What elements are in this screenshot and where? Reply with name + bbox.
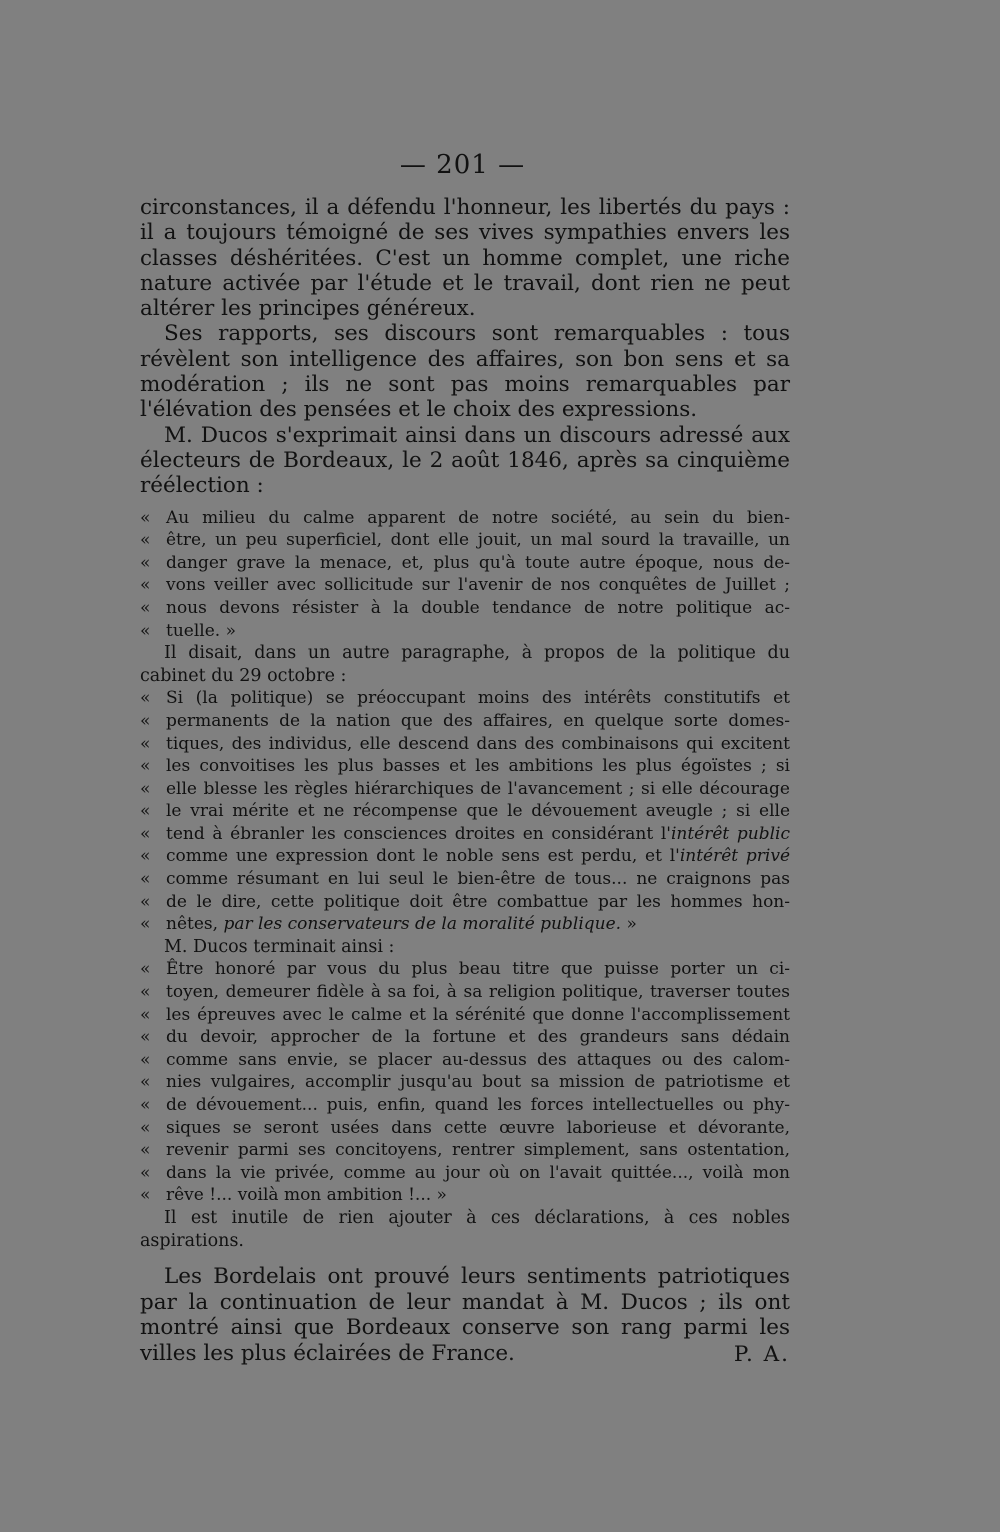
- page-body: [140, 195, 790, 1367]
- guillemet-mark: «: [140, 1095, 151, 1115]
- quote-line: [140, 733, 790, 756]
- quote-text: nous devons résister à la double tendance de notre politique ac-: [166, 597, 790, 618]
- quote-line: [140, 1139, 790, 1162]
- paragraph-1: circonstances, il a défendu l'honneur, les libertés du pays : il a toujours témoigné de ses vives sympathies envers les classes déshéritées. C'est un homme complet, une riche nature activée par l'étude et le travail, dont rien ne peut altérer les principes généreux.: [140, 195, 790, 322]
- quote-text: nêtes,: [166, 914, 224, 935]
- quote-text: comme sans envie, se placer au-dessus des attaques ou des calom-: [166, 1049, 790, 1070]
- guillemet-mark: «: [140, 1072, 151, 1093]
- quote-text: nies vulgaires, accomplir jusqu'au bout sa mission de patriotisme et: [166, 1072, 790, 1093]
- quote-text: rêve !... voilà mon ambition !... »: [166, 1185, 447, 1206]
- guillemet-mark: «: [140, 823, 151, 844]
- quote-text: Au milieu du calme apparent de notre société, au sein du bien-: [166, 507, 790, 528]
- quote-italic-text: intérêt privé: [679, 846, 791, 867]
- paragraph-2: Ses rapports, ses discours sont remarquables : tous révèlent son intelligence des affaires, son bon sens et sa modération ; ils ne sont pas moins remarquables par l'élévation des pensées et le choix des expressions.: [140, 321, 790, 423]
- guillemet-mark: «: [140, 1049, 151, 1070]
- quote-line: [140, 891, 790, 914]
- closing-section: [140, 1264, 790, 1366]
- quote-italic-text: intérêt public: [670, 823, 790, 844]
- quote-line: [140, 552, 790, 575]
- quote-line: [140, 574, 790, 597]
- quote-text: tiques, des individus, elle descend dans des combinaisons qui excitent: [166, 733, 790, 754]
- signature: P. A.: [733, 1341, 790, 1367]
- guillemet-mark: «: [140, 778, 151, 799]
- guillemet-mark: «: [140, 846, 151, 867]
- guillemet-mark: «: [140, 733, 151, 754]
- quote-text: siques se seront usées dans cette œuvre laborieuse et dévorante,: [166, 1117, 790, 1138]
- quote-text: dans la vie privée, comme au jour où on l'avait quittée..., voilà mon: [166, 1162, 790, 1183]
- quote-line: [140, 687, 790, 710]
- paragraph-4: Il disait, dans un autre paragraphe, à propos de la politique du cabinet du 29 octobre :: [140, 643, 790, 686]
- guillemet-mark: «: [140, 869, 151, 890]
- quote-text: Être honoré par vous du plus beau titre que puisse porter un ci-: [166, 959, 790, 980]
- paragraph-7: Les Bordelais ont prouvé leurs sentiments patriotiques par la continuation de leur mandat à M. Ducos ; ils ont montré ainsi que Bordeaux conserve son rang parmi les villes les plus éclairées de France.: [140, 1264, 790, 1366]
- guillemet-mark: «: [140, 959, 151, 980]
- quote-line: [140, 1117, 790, 1140]
- page-number: — 201 —: [399, 150, 526, 180]
- quote-line: [140, 958, 790, 981]
- quote-tail-text: »: [621, 914, 637, 935]
- quote-line: [140, 823, 790, 846]
- quote-block-3: [140, 958, 790, 1207]
- paragraph-5: M. Ducos terminait ainsi :: [164, 936, 395, 957]
- quote-text: comme une expression dont le noble sens est perdu, et l': [166, 846, 680, 867]
- quote-line: [140, 913, 790, 936]
- quote-line: [140, 507, 790, 530]
- quote-line: [140, 1184, 790, 1207]
- guillemet-mark: «: [140, 688, 151, 709]
- quote-text: être, un peu superficiel, dont elle jouit, un mal sourd la travaille, un: [166, 530, 790, 551]
- quote-text: le vrai mérite et ne récompense que le dévouement aveugle ; si elle: [166, 801, 790, 822]
- quote-line: [140, 620, 790, 643]
- quote-line: [140, 1004, 790, 1027]
- quote-text: de dévouement... puis, enfin, quand les forces intellectuelles ou phy-: [166, 1095, 790, 1115]
- guillemet-mark: «: [140, 1027, 151, 1048]
- guillemet-mark: «: [140, 801, 151, 822]
- quote-line: [140, 981, 790, 1004]
- quote-text: du devoir, approcher de la fortune et des grandeurs sans dédain: [166, 1027, 790, 1048]
- guillemet-mark: «: [140, 1117, 151, 1138]
- quote-text: revenir parmi ses concitoyens, rentrer simplement, sans ostentation,: [166, 1140, 790, 1161]
- quote-line: [140, 1162, 790, 1185]
- quote-text: les épreuves avec le calme et la sérénité que donne l'accomplissement: [166, 1004, 790, 1025]
- paragraph-6: Il est inutile de rien ajouter à ces déclarations, à ces nobles aspirations.: [140, 1207, 790, 1251]
- quote-text: comme résumant en lui seul le bien-être de tous... ne craignons pas: [166, 869, 790, 890]
- guillemet-mark: «: [140, 891, 151, 912]
- quote-text: elle blesse les règles hiérarchiques de l'avancement ; si elle décourage: [166, 778, 790, 799]
- quote-text: vons veiller avec sollicitude sur l'avenir de nos conquêtes de Juillet ;: [166, 575, 790, 596]
- quote-text: toyen, demeurer fidèle à sa foi, à sa religion politique, traverser toutes: [166, 982, 790, 1003]
- guillemet-mark: «: [140, 914, 151, 935]
- quote-block-2: [140, 687, 790, 936]
- guillemet-mark: «: [140, 982, 151, 1003]
- guillemet-mark: «: [140, 552, 151, 573]
- quote-text: tuelle. »: [166, 620, 236, 641]
- guillemet-mark: «: [140, 1185, 151, 1206]
- quote-block-1: [140, 507, 790, 643]
- quote-line: [140, 845, 790, 868]
- quote-text: danger grave la menace, et, plus qu'à toute autre époque, nous de-: [166, 552, 790, 573]
- guillemet-mark: «: [140, 1004, 151, 1025]
- quote-text: tend à ébranler les consciences droites en considérant l': [166, 823, 671, 844]
- paragraph-3: M. Ducos s'exprimait ainsi dans un discours adressé aux électeurs de Bordeaux, le 2 août 1846, après sa cinquième réélection :: [140, 422, 790, 499]
- quote-text: permanents de la nation que des affaires, en quelque sorte domes-: [166, 710, 790, 731]
- quote-line: [140, 1049, 790, 1072]
- quote-line: [140, 800, 790, 823]
- quote-line: [140, 1071, 790, 1094]
- guillemet-mark: «: [140, 575, 151, 596]
- guillemet-mark: «: [140, 620, 151, 641]
- quote-line: [140, 529, 790, 552]
- guillemet-mark: «: [140, 1162, 151, 1183]
- quote-line: [140, 755, 790, 778]
- guillemet-mark: «: [140, 507, 151, 528]
- quote-line: [140, 778, 790, 801]
- quote-line: [140, 1094, 790, 1117]
- guillemet-mark: «: [140, 530, 151, 551]
- quote-text: les convoitises les plus basses et les ambitions les plus égoïstes ; si: [166, 756, 790, 777]
- quote-text: de le dire, cette politique doit être combattue par les hommes hon-: [166, 891, 790, 912]
- guillemet-mark: «: [140, 597, 151, 618]
- quote-text: Si (la politique) se préoccupant moins des intérêts constitutifs et: [166, 688, 790, 709]
- guillemet-mark: «: [140, 756, 151, 777]
- guillemet-mark: «: [140, 710, 151, 731]
- guillemet-mark: «: [140, 1140, 151, 1161]
- quote-line: [140, 710, 790, 733]
- quote-italic-text: par les conservateurs de la moralité publique.: [223, 914, 622, 935]
- quote-line: [140, 1026, 790, 1049]
- quote-line: [140, 868, 790, 891]
- quote-line: [140, 597, 790, 620]
